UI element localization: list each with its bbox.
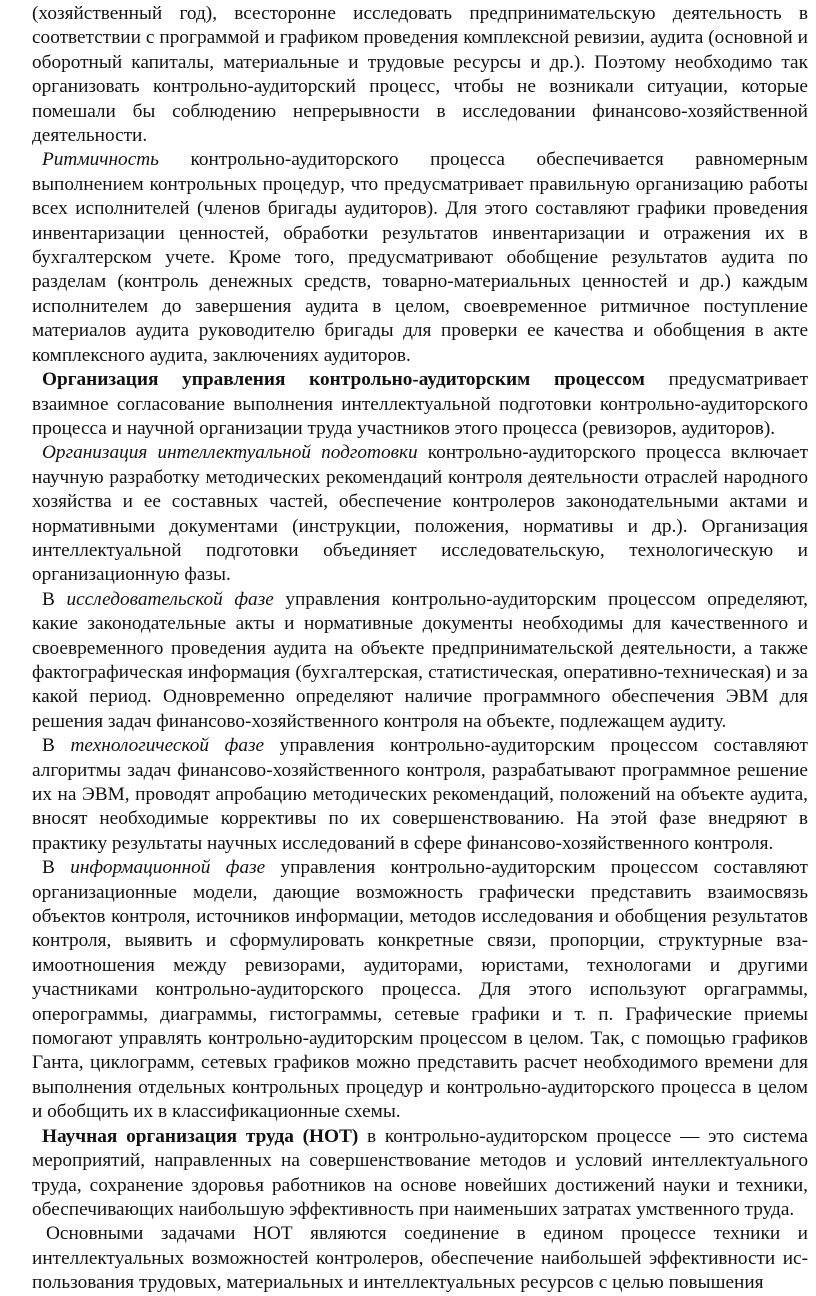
text-run: управления контрольно-аудиторским процессом составляют организационные модели, дающие возможность графически представить взаимосвязь объектов контроля, источников информации, методов исследования и обобщения результатов контроля, выявить и сформулировать конкретные связи, пропорции, структурные взаимоотношения между ревизорами, аудиторами, юристами, технологами и другими участниками контрольно-аудиторского процесса. Для этого используют оргаграммы, оперограммы, диаграммы, гистограммы, сетевые графики и т. п. Графические приемы помогают управлять контрольно-аудиторским процессом в целом. Так, с помощью графиков Ганта, циклограмм, сетевых графиков можно представить расчет необходимого времени для выполнения отдельных контрольных процедур и контрольно-аудиторского процесса в целом и обобщить их в классификационные схемы. <box>32 857 808 1123</box>
paragraph-technology-phase <box>32 734 808 856</box>
term-italic: Организация интеллектуальной подготовки <box>42 442 418 464</box>
term-italic: Ритмичность <box>42 149 159 171</box>
text-run: предусматривает взаимное согласование выполнения интеллектуальной подготовки контрольно-аудиторского процесса и научной организации труда участников этого процесса (ревизоров, аудиторов). <box>32 369 808 439</box>
paragraph-not <box>32 1125 808 1223</box>
paragraph-not-tasks <box>32 1222 808 1295</box>
text-run: контрольно-аудиторского процесса обеспечивается равномерным выполнением контрольных процедур, что предусматривает правильную организацию работы всех исполнителей (членов бригады аудиторов). Для этого составляют графики проведения инвентаризации ценностей, обработки результатов инвентаризации и отражения их в бухгалтерском учете. Кроме того, предусматривают обобщение результатов аудита по разделам (контроль денежных средств, товарно-материальных ценностей и др.) каждым исполнителем до завершения аудита в целом, своевременное ритмичное поступление материалов аудита руководителю бригады для проверки ее качества и обобщения в акте комплексного аудита, заключениях аудиторов. <box>32 149 808 366</box>
term-bold: Научная организация труда (НОТ) <box>42 1125 359 1147</box>
paragraph-rhythmicity <box>32 148 808 368</box>
text-run: в контрольно-аудиторском процессе — это система мероприятий, направленных на совершенствование методов и условий интеллектуального труда, сохранение здоровья работников на основе новейших достижений науки и техники, обеспечивающих наибольшую эффективность при наименьших затратах умственного труда. <box>32 1125 808 1220</box>
text-run: В <box>42 588 67 610</box>
paragraph-information-phase <box>32 856 808 1124</box>
text-run: В <box>42 857 71 879</box>
term-italic: технологической фазе <box>70 735 265 757</box>
paragraph-continuation <box>32 2 808 148</box>
term-bold: Организация управления контрольно-аудиторским процессом <box>42 369 645 391</box>
paragraph-intellectual-preparation <box>32 441 808 587</box>
paragraph-research-phase <box>32 588 808 734</box>
text-run: контрольно-аудиторского процесса включает научную разработку методических рекомендаций контроля деятельности отраслей народного хозяйства и ее составных частей, обеспечение контролеров законодательными актами и нормативными документами (инструкции, положения, нормативы и др.). Организация интеллектуальной подготовки объединяет исследовательскую, технологическую и организационную фазы. <box>32 442 808 586</box>
text-run: Основными задачами НОТ являются соединение в едином процессе техники и интеллектуальных возможностей контролеров, обеспечение наибольшей эффективности использования трудовых, материальных и интеллектуальных ресурсов с целью повышения <box>32 1223 808 1294</box>
text-run: (хозяйственный год), всесторонне исследовать предпринимательскую деятельность в соответствии с программой и графиком проведения комплексной ревизии, аудита (основной и оборотный капиталы, материальные и трудовые ресурсы и др.). Поэтому необходимо так организовать контрольно-аудиторский процесс, чтобы не возникали ситуации, которые помешали бы соблюдению непрерывности в исследовании финансово-хозяйственной деятельности. <box>32 3 808 147</box>
text-run: В <box>42 735 71 757</box>
term-italic: информационной фазе <box>70 857 266 879</box>
text-run: управления контрольно-аудиторским процессом определяют, какие законодательные акты и нормативные документы необходимы для качественного и своевременного проведения аудита на объекте предпринимательской деятельности, а также фактографическая информация (бухгалтерская, статистическая, оперативно-техническая) и за какой период. Одновременно определяют наличие программного обеспечения ЭВМ для решения задач финансово-хозяйственного контроля на объекте, подлежащем аудиту. <box>32 588 808 732</box>
paragraph-process-management <box>32 368 808 441</box>
term-italic: исследовательской фазе <box>66 588 274 610</box>
text-run: управления контрольно-аудиторским процессом составляют алгоритмы задач финансово-хозяйственного контроля, разрабатывают программное решение их на ЭВМ, проводят апробацию методических рекомендаций, положений на объекте аудита, вносят необходимые коррективы по их совершенствованию. На этой фазе внедряют в практику результаты научных исследований в сфере финансово-хозяйственного контроля. <box>32 735 808 854</box>
